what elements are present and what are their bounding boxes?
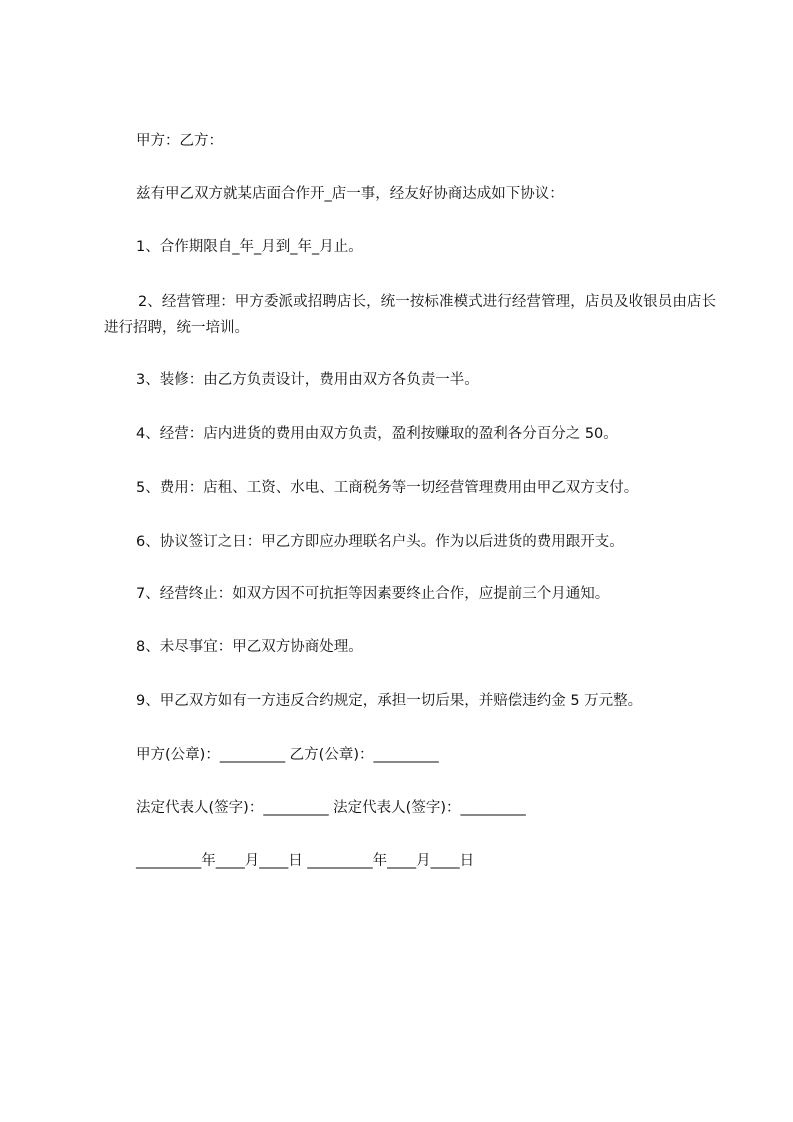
clause-6: 6、协议签订之日：甲乙方即应办理联名户头。作为以后进货的费用跟开支。	[136, 534, 624, 550]
clause-3: 3、装修：由乙方负责设计，费用由双方各负责一半。	[136, 372, 479, 388]
signature-seal-line: 甲方(公章)：_________ 乙方(公章)：_________	[136, 747, 439, 763]
clause-9: 9、甲乙双方如有一方违反合约规定，承担一切后果，并赔偿违约金 5 万元整。	[136, 693, 643, 709]
clause-5: 5、费用：店租、工资、水电、工商税务等一切经营管理费用由甲乙双方支付。	[136, 480, 639, 496]
clause-2: 2、经营管理：甲方委派或招聘店长，统一按标准模式进行经营管理，店员及收银员由店长进行招聘，统一培训。	[104, 294, 716, 336]
clause-4: 4、经营：店内进货的费用由双方负责，盈利按赚取的盈利各分百分之 50。	[136, 426, 618, 442]
clause-8: 8、未尽事宜：甲乙双方协商处理。	[136, 639, 363, 655]
parties-line: 甲方：乙方：	[136, 133, 223, 149]
clause-1: 1、合作期限自_年_月到_年_月止。	[136, 239, 363, 255]
clause-7: 7、经营终止：如双方因不可抗拒等因素要终止合作，应提前三个月通知。	[136, 586, 610, 602]
signature-date-line: _________年____月____日 _________年____月____日	[136, 853, 475, 869]
intro-paragraph: 兹有甲乙双方就某店面合作开_店一事，经友好协商达成如下协议：	[136, 186, 564, 202]
signature-representative-line: 法定代表人(签字)：_________ 法定代表人(签字)：_________	[136, 800, 526, 816]
